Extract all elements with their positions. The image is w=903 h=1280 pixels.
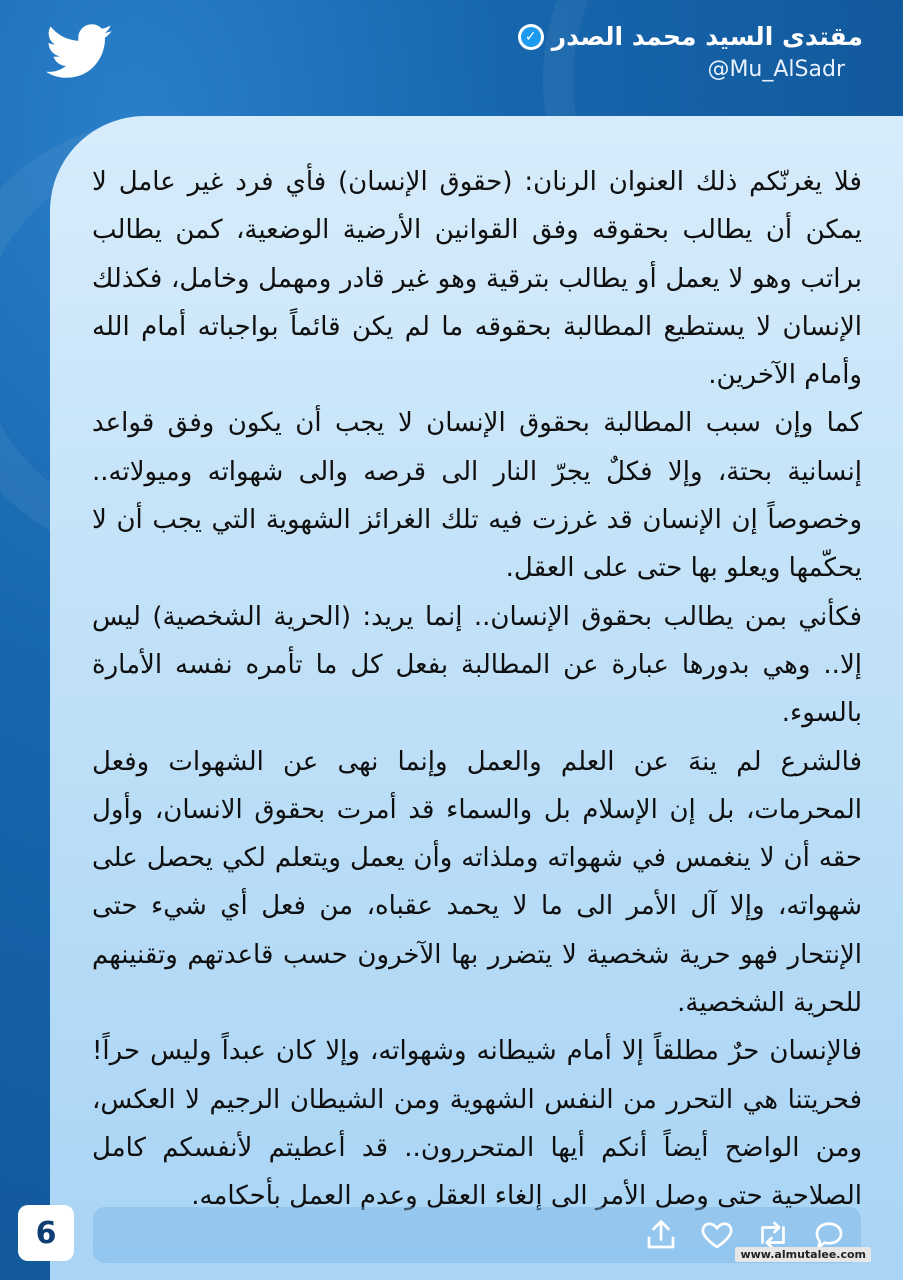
share-icon[interactable] [643, 1217, 679, 1253]
twitter-bird-icon [46, 24, 114, 80]
heart-icon[interactable] [699, 1217, 735, 1253]
tweet-body [92, 158, 862, 1221]
paragraph: فالشرع لم ينهَ عن العلم والعمل وإنما نهى عن الشهوات وفعل المحرمات، بل إن الإسلام بل والسماء قد أمرت بحقوق الانسان، وأول حقه أن لا ينغمس في شهواته وملذاته وأن يعمل ويتعلم لكي يحصل على شهواته، وإلا آل الأمر الى ما لا يحمد عقباه، من فعل أي شيء حتى الإنتحار فهو حرية شخصية لا يتضرر بها الآخرون حسب قاعدتهم وتقنينهم للحرية الشخصية. [92, 746, 862, 1019]
tweet-header [518, 22, 863, 82]
paragraph: فكأني بمن يطالب بحقوق الإنسان.. إنما يريد: (الحرية الشخصية) ليس إلا.. وهي بدورها عبارة عن المطالبة بفعل كل ما تأمره نفسه الأمارة بالسوء. [92, 601, 862, 729]
paragraph: فالإنسان حرٌ مطلقاً إلا أمام شيطانه وشهواته، وإلا كان عبداً وليس حراً! فحريتنا هي التحرر من النفس الشهوية ومن الشيطان الرجيم لا العكس، ومن الواضح أيضاً أنكم أيها المتحررون.. قد أعطيتم لأنفسكم كامل الصلاحية حتى وصل الأمر الى إلغاء العقل وعدم العمل بأحكامه. [92, 1036, 862, 1212]
verified-badge-icon: ✓ [518, 24, 544, 50]
account-handle[interactable]: @Mu_AlSadr [707, 57, 845, 82]
paragraph: فلا يغرنّكم ذلك العنوان الرنان: (حقوق الإنسان) فأي فرد غير عامل لا يمكن أن يطالب بحقوقه وفق القوانين الأرضية الوضعية، كمن يطالب براتب وهو لا يعمل أو يطالب بترقية وهو غير قادر ومهمل وخامل، فكذلك الإنسان لا يستطيع المطالبة بحقوقه ما لم يكن قائماً بواجباته أمام الله وأمام الآخرين. [92, 167, 862, 391]
watermark: www.almutalee.com [735, 1247, 871, 1262]
page-number-badge: 6 [18, 1205, 74, 1261]
account-name[interactable]: مقتدى السيد محمد الصدر [551, 22, 863, 51]
paragraph: كما وإن سبب المطالبة بحقوق الإنسان لا يجب أن يكون وفق قواعد إنسانية بحتة، وإلا فكلٌ يجرّ النار الى قرصه والى شهواته وميولاته.. وخصوصاً إن الإنسان قد غرزت فيه تلك الغرائز الشهوية التي يجب أن لا يحكّمها ويعلو بها حتى على العقل. [92, 408, 862, 584]
